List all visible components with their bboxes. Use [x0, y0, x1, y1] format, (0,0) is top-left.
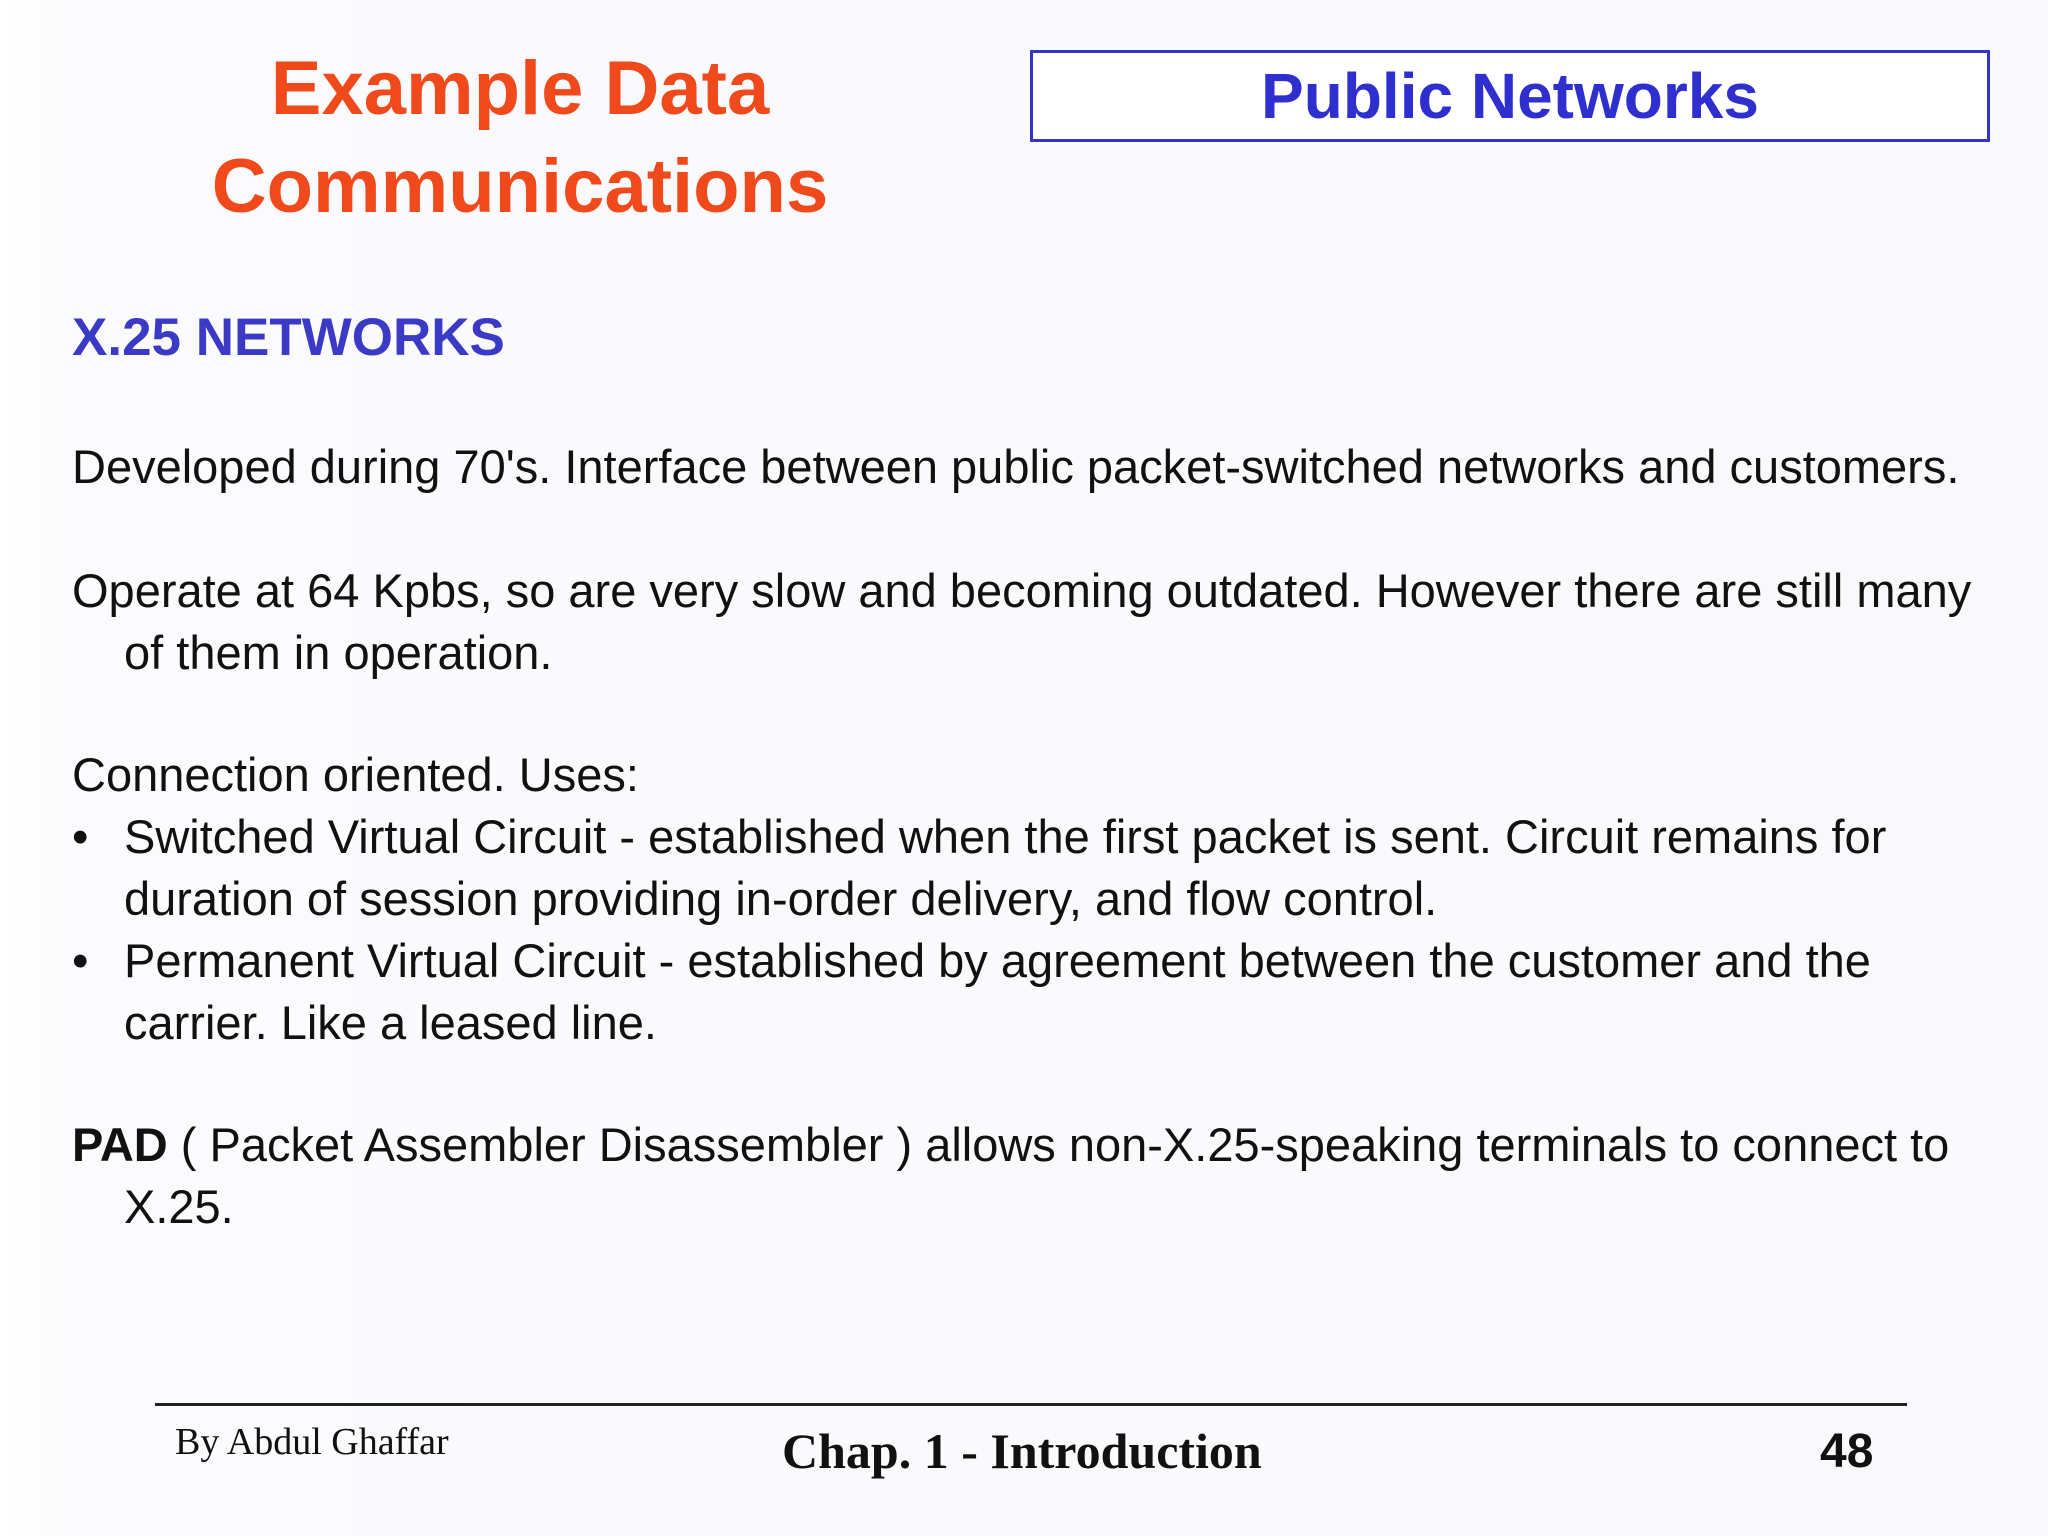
list-item-text: Permanent Virtual Circuit - established by agreement between the customer and the carrier. Like a leased line.	[124, 934, 1871, 1049]
footer-author: By Abdul Ghaffar	[175, 1421, 449, 1463]
pad-description: ( Packet Assembler Disassembler ) allows non-X.25-speaking terminals to connect to X.25.	[124, 1118, 1950, 1233]
footer-chapter: Chap. 1 - Introduction	[782, 1423, 1262, 1479]
pad-term: PAD	[72, 1118, 168, 1171]
section-heading: X.25 NETWORKS	[72, 308, 505, 367]
list-item-pvc	[72, 930, 2002, 1054]
slide-title-line1: Example Data	[270, 46, 770, 131]
bullet-icon: •	[72, 934, 89, 987]
topic-box	[1030, 50, 1990, 142]
footer-divider	[155, 1403, 1907, 1406]
topic-label: Public Networks	[1261, 60, 1759, 132]
paragraph-pad	[72, 1114, 2002, 1238]
paragraph-history: Developed during 70's. Interface between public packet-switched networks and customers.	[72, 440, 1960, 493]
list-item-text: Switched Virtual Circuit - established when the first packet is sent. Circuit remains for duration of session providing in-order delivery, and flow control.	[124, 810, 1887, 925]
list-item-svc	[72, 806, 2002, 930]
slide-body	[72, 436, 2002, 1238]
bullet-icon: •	[72, 810, 89, 863]
page-number: 48	[1820, 1425, 1874, 1478]
paragraph-connection: Connection oriented. Uses:	[72, 748, 639, 801]
slide-title-line2: Communications	[211, 144, 829, 229]
slide-title	[110, 40, 930, 236]
circuit-type-list	[72, 806, 2002, 1054]
paragraph-speed: Operate at 64 Kpbs, so are very slow and becoming outdated. However there are still many of them in operation.	[72, 564, 1972, 679]
